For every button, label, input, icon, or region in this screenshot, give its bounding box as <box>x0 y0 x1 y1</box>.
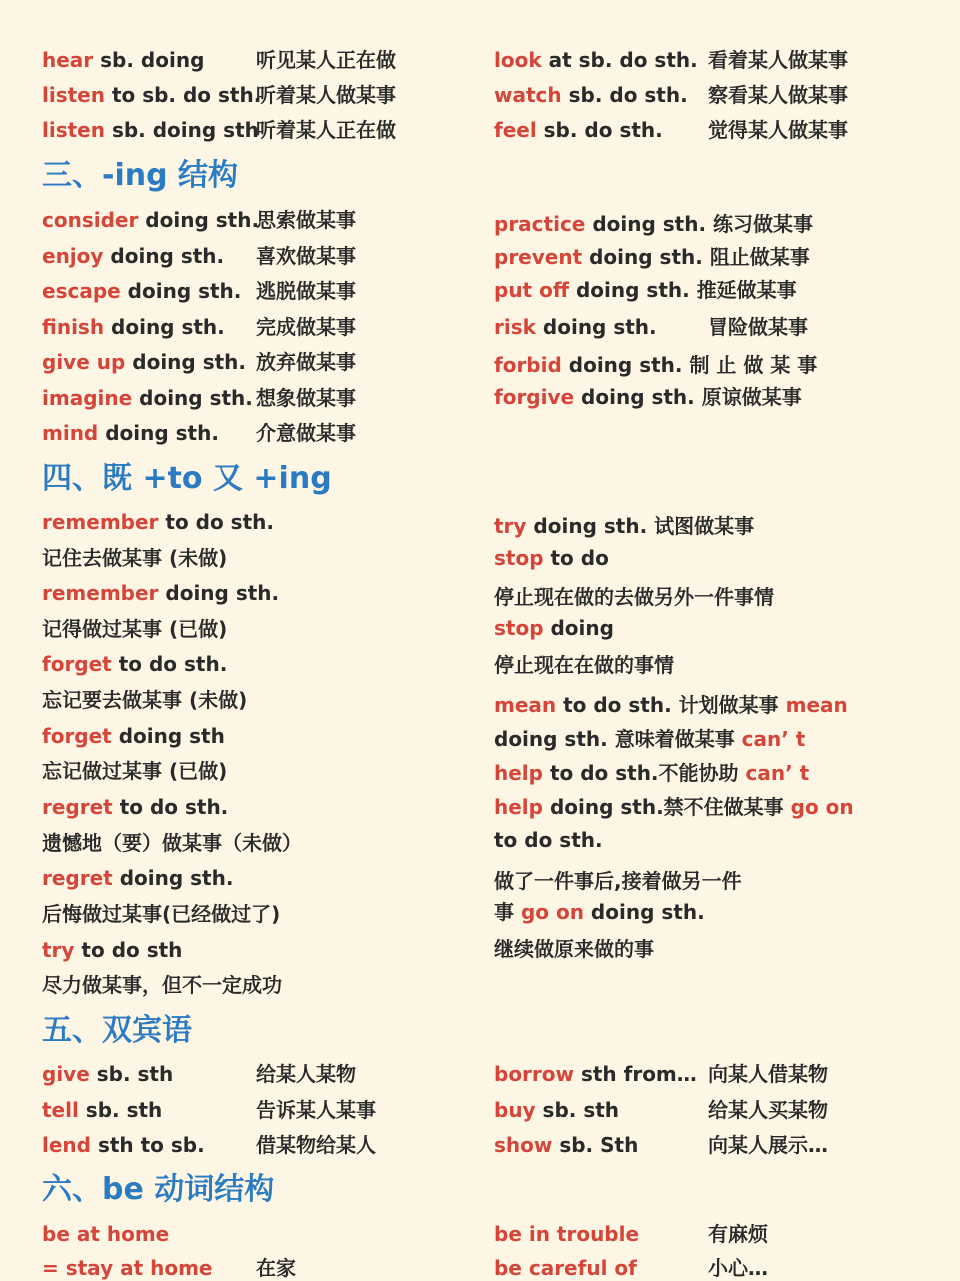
phrase-meaning: 给某人买某物 <box>708 1098 828 1122</box>
phrase: be in trouble <box>494 1222 640 1246</box>
phrase-meaning: 察看某人做某事 <box>708 83 848 107</box>
phrase-meaning: 看着某人做某事 <box>708 48 848 72</box>
phrase-meaning: 完成做某事 <box>256 315 356 339</box>
phrase-meaning: 后悔做过某事(已经做过了) <box>42 902 281 926</box>
phrase: give up doing sth. <box>42 350 246 374</box>
phrase: prevent doing sth. 阻止做某事 <box>494 245 810 269</box>
phrase: try to do sth <box>42 938 183 962</box>
phrase-meaning: 停止现在做的去做另外一件事情 <box>494 585 774 609</box>
phrase: listen to sb. do sth. <box>42 83 262 107</box>
phrase-meaning: 在家 <box>256 1256 296 1280</box>
phrase-meaning: 忘记做过某事 (已做) <box>42 759 228 783</box>
phrase: practice doing sth. 练习做某事 <box>494 212 814 236</box>
phrase: doing sth. 意味着做某事 can’ t <box>494 727 806 751</box>
phrase: forget to do sth. <box>42 652 228 676</box>
phrase-meaning: 记住去做某事 (未做) <box>42 546 228 570</box>
phrase: mind doing sth. <box>42 421 219 445</box>
phrase-meaning: 继续做原来做的事 <box>494 937 654 961</box>
phrase: buy sb. sth <box>494 1098 620 1122</box>
phrase-meaning: 听见某人正在做 <box>256 48 396 72</box>
phrase: regret doing sth. <box>42 866 234 890</box>
phrase-meaning: 冒险做某事 <box>708 315 808 339</box>
phrase: forget doing sth <box>42 724 225 748</box>
phrase: show sb. Sth <box>494 1133 639 1157</box>
phrase: be at home <box>42 1222 170 1246</box>
phrase-meaning: 借某物给某人 <box>256 1133 376 1157</box>
phrase: regret to do sth. <box>42 795 229 819</box>
phrase-meaning: 向某人借某物 <box>708 1062 828 1086</box>
phrase: lend sth to sb. <box>42 1133 205 1157</box>
phrase-meaning: 记得做过某事 (已做) <box>42 617 228 641</box>
phrase: imagine doing sth. <box>42 386 253 410</box>
section-heading: 三、-ing 结构 <box>42 158 239 193</box>
phrase-meaning: 听着某人做某事 <box>256 83 396 107</box>
phrase: give sb. sth <box>42 1062 174 1086</box>
phrase: help doing sth.禁不住做某事 go on <box>494 795 854 819</box>
phrase-meaning: 遗憾地（要）做某事（未做） <box>42 831 302 855</box>
phrase-meaning: 介意做某事 <box>256 421 356 445</box>
phrase: enjoy doing sth. <box>42 244 225 268</box>
phrase-meaning: 思索做某事 <box>256 208 356 232</box>
phrase-meaning: 停止现在在做的事情 <box>494 653 674 677</box>
phrase: hear sb. doing <box>42 48 205 72</box>
phrase: 事 go on doing sth. <box>494 900 705 924</box>
phrase: borrow sth from… <box>494 1062 697 1086</box>
phrase-meaning: 逃脱做某事 <box>256 279 356 303</box>
phrase: finish doing sth. <box>42 315 225 339</box>
phrase-meaning: 尽力做某事，但不一定成功 <box>42 973 282 997</box>
phrase: consider doing sth. <box>42 208 260 232</box>
phrase: look at sb. do sth. <box>494 48 698 72</box>
phrase: put off doing sth. 推延做某事 <box>494 278 797 302</box>
phrase: = stay at home <box>42 1256 213 1280</box>
phrase: remember doing sth. <box>42 581 280 605</box>
phrase: try doing sth. 试图做某事 <box>494 514 755 538</box>
section-heading: 五、双宾语 <box>42 1013 192 1048</box>
phrase: feel sb. do sth. <box>494 118 663 142</box>
phrase: stop to do <box>494 546 609 570</box>
phrase-meaning: 放弃做某事 <box>256 350 356 374</box>
phrase: stop doing <box>494 616 614 640</box>
phrase-meaning: 做了一件事后,接着做另一件 <box>494 869 742 893</box>
phrase-meaning: 给某人某物 <box>256 1062 356 1086</box>
phrase: forbid doing sth. 制 止 做 某 事 <box>494 353 818 377</box>
phrase: be careful of <box>494 1256 637 1280</box>
phrase: remember to do sth. <box>42 510 274 534</box>
phrase-meaning: 向某人展示… <box>708 1133 828 1157</box>
phrase: to do sth. <box>494 828 603 852</box>
phrase: tell sb. sth <box>42 1098 163 1122</box>
phrase-meaning: 喜欢做某事 <box>256 244 356 268</box>
phrase: help to do sth.不能协助 can’ t <box>494 761 810 785</box>
section-heading: 六、be 动词结构 <box>42 1172 275 1207</box>
phrase-meaning: 觉得某人做某事 <box>708 118 848 142</box>
phrase-meaning: 想象做某事 <box>256 386 356 410</box>
phrase: escape doing sth. <box>42 279 242 303</box>
phrase-meaning: 小心… <box>708 1256 768 1280</box>
phrase: risk doing sth. <box>494 315 657 339</box>
phrase: mean to do sth. 计划做某事 mean <box>494 693 848 717</box>
section-heading: 四、既 +to 又 +ing <box>42 461 332 496</box>
phrase: forgive doing sth. 原谅做某事 <box>494 385 802 409</box>
phrase-meaning: 告诉某人某事 <box>256 1098 376 1122</box>
phrase: listen sb. doing sth <box>42 118 259 142</box>
phrase-meaning: 有麻烦 <box>708 1222 768 1246</box>
phrase-meaning: 听着某人正在做 <box>256 118 396 142</box>
phrase-meaning: 忘记要去做某事 (未做) <box>42 688 248 712</box>
phrase: watch sb. do sth. <box>494 83 688 107</box>
